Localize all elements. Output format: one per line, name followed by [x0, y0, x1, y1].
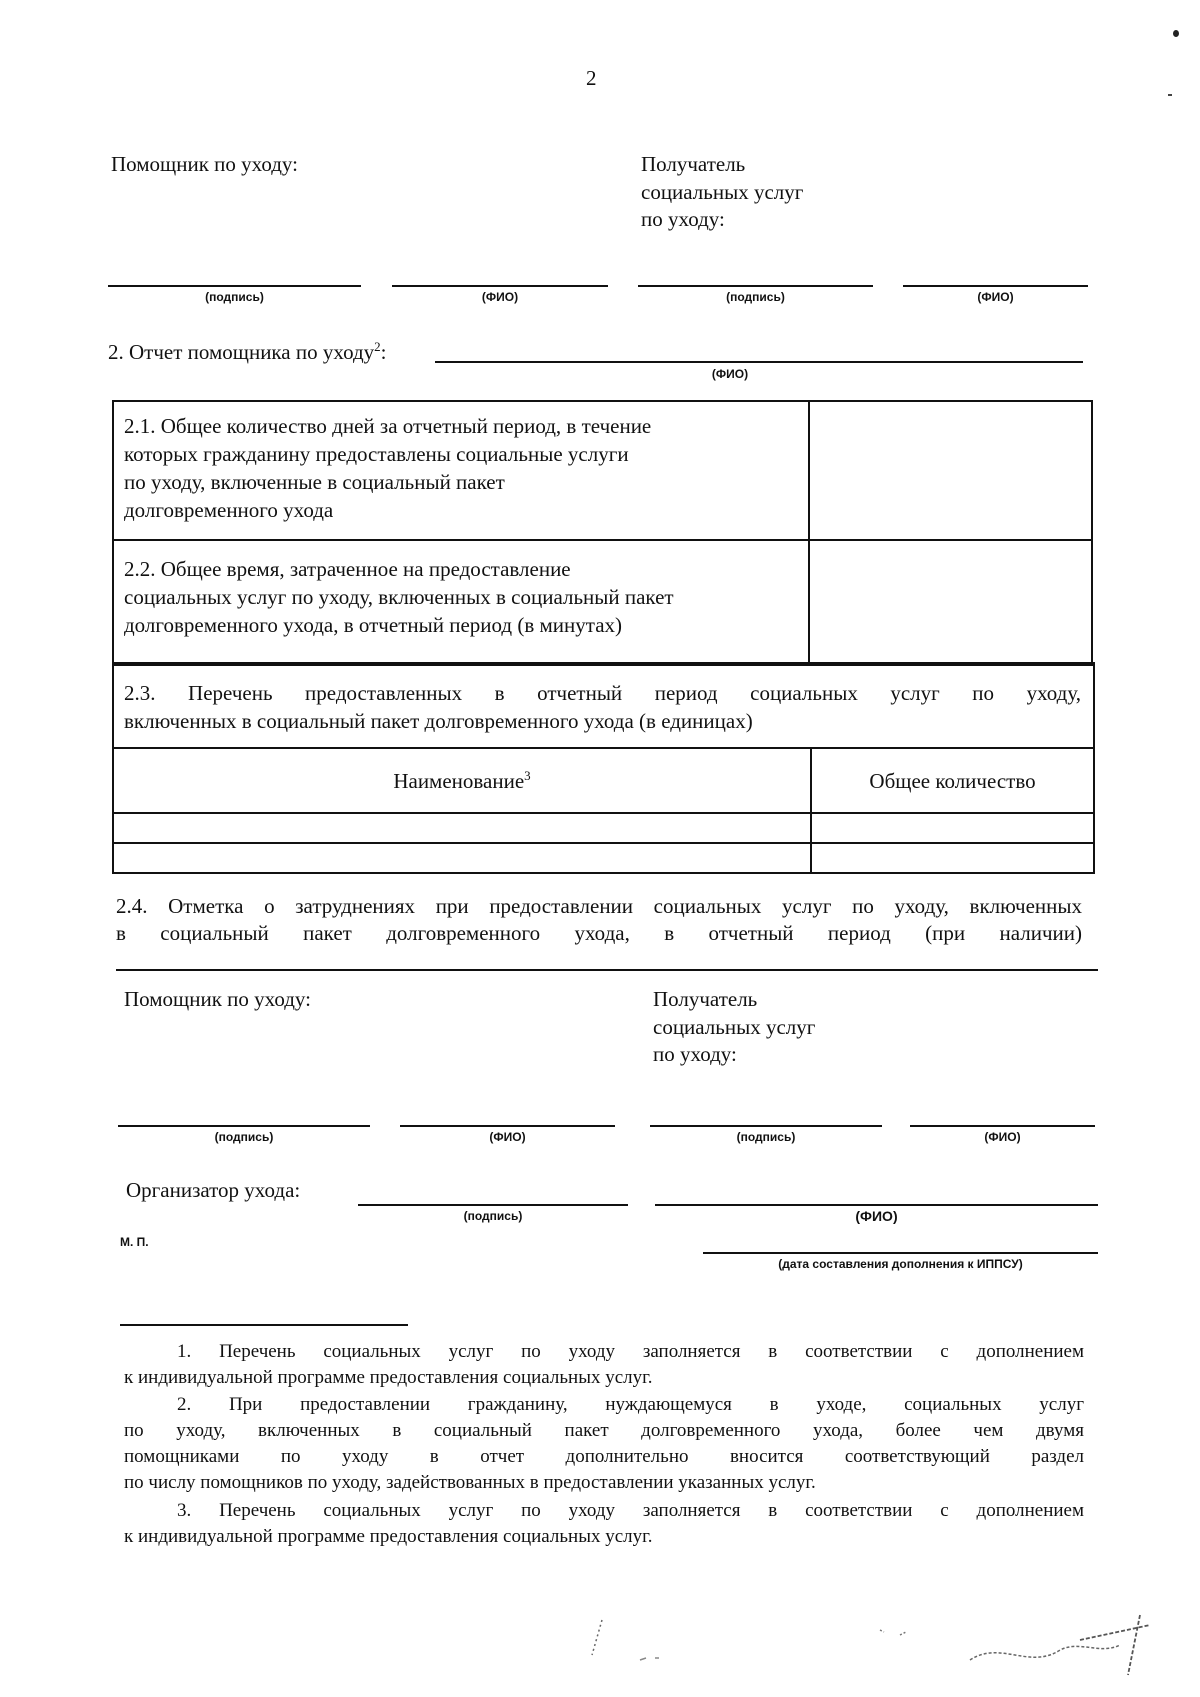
row-2-2-line: долговременного ухода, в отчетный период (в минутах)	[124, 613, 623, 637]
footnote-line: по числу помощников по уходу, задействованных в предоставлении указанных услуг.	[124, 1472, 816, 1493]
signature-line-recipient[interactable]	[650, 1125, 882, 1127]
section-2-title	[108, 338, 387, 366]
row-2-4-line: 2.4. Отметка о затруднениях при предоставлении социальных услуг по уходу, включенных	[116, 894, 1082, 918]
footnote-line: к индивидуальной программе предоставления социальных услуг.	[124, 1526, 653, 1547]
footnote-1	[124, 1339, 1084, 1391]
recipient-label-line2: социальных услуг	[641, 180, 804, 204]
caption-fio: (ФИО)	[711, 367, 749, 381]
signature-line-assistant[interactable]	[118, 1125, 370, 1127]
fio-line-assistant[interactable]	[392, 285, 608, 287]
fio-line-organizer[interactable]	[655, 1204, 1098, 1206]
caption-signature: (подпись)	[463, 1209, 523, 1223]
row-2-1-value-cell[interactable]	[809, 401, 1092, 540]
row-2-1-line: 2.1. Общее количество дней за отчетный период, в течение	[124, 414, 652, 438]
footnote-ref: 2	[374, 339, 381, 354]
column-header-name	[113, 748, 811, 813]
footnote-ref: 3	[524, 767, 531, 783]
assistant-label: Помощник по уходу:	[111, 152, 298, 176]
row-2-1-line: долговременного ухода	[124, 498, 334, 522]
row-2-3-line: 2.3. Перечень предоставленных в отчетный период социальных услуг по уходу,	[124, 681, 1082, 705]
services-table	[112, 662, 1095, 874]
section-2-title-colon: :	[380, 340, 387, 364]
report-table-totals	[112, 400, 1093, 666]
service-name-cell[interactable]	[113, 843, 811, 873]
recipient-label-line3: по уходу:	[641, 207, 725, 231]
row-2-4-line: в социальный пакет долговременного ухода, в отчетный период (при наличии)	[116, 921, 1082, 945]
row-2-1-label	[113, 401, 809, 540]
footnote-line: 1. Перечень социальных услуг по уходу заполняется в соответствии с дополнением	[177, 1341, 1084, 1362]
fio-line-recipient[interactable]	[903, 285, 1088, 287]
footnote-line: по уходу, включенных в социальный пакет долговременного ухода, более чем двумя	[124, 1420, 1084, 1441]
caption-signature: (подпись)	[726, 290, 785, 304]
stamp-place-label: М. П.	[120, 1235, 149, 1249]
row-2-3-label	[113, 663, 1094, 748]
recipient-label-line1: Получатель	[653, 987, 758, 1011]
date-caption: (дата составления дополнения к ИППСУ)	[778, 1257, 1023, 1271]
row-2-2-value-cell[interactable]	[809, 540, 1092, 665]
caption-fio: (ФИО)	[489, 1130, 526, 1144]
signature-line-organizer[interactable]	[358, 1204, 628, 1206]
service-quantity-cell[interactable]	[811, 813, 1094, 843]
row-2-2-label	[113, 540, 809, 665]
column-header-name-text: Наименование	[393, 768, 525, 793]
footnote-line: 3. Перечень социальных услуг по уходу заполняется в соответствии с дополнением	[177, 1500, 1084, 1521]
assistant-label: Помощник по уходу:	[124, 987, 311, 1011]
recipient-label-line2: социальных услуг	[653, 1015, 816, 1039]
recipient-label-line1: Получатель	[641, 152, 746, 176]
caption-fio: (ФИО)	[984, 1130, 1021, 1144]
signature-line-recipient[interactable]	[638, 285, 873, 287]
row-2-2-line: 2.2. Общее время, затраченное на предоставление	[124, 557, 571, 581]
row-2-2-line: социальных услуг по уходу, включенных в социальный пакет	[124, 585, 674, 609]
recipient-label-line3: по уходу:	[653, 1042, 737, 1066]
handwritten-scribble	[580, 1600, 1180, 1690]
fio-line-recipient[interactable]	[910, 1125, 1095, 1127]
caption-fio: (ФИО)	[855, 1208, 898, 1224]
caption-signature: (подпись)	[205, 290, 264, 304]
date-line[interactable]	[703, 1252, 1098, 1254]
service-quantity-cell[interactable]	[811, 843, 1094, 873]
scan-dot-mark	[1173, 30, 1179, 37]
footnote-line: к индивидуальной программе предоставления социальных услуг.	[124, 1367, 653, 1388]
organizer-label: Организатор ухода:	[126, 1178, 301, 1202]
assistant-fio-line[interactable]	[435, 361, 1083, 363]
row-2-1-line: которых гражданину предоставлены социальные услуги	[124, 442, 629, 466]
signature-line-assistant[interactable]	[108, 285, 361, 287]
page-number: 2	[586, 66, 597, 90]
footnote-separator	[120, 1324, 408, 1326]
caption-fio: (ФИО)	[977, 290, 1014, 304]
difficulties-line[interactable]	[116, 969, 1098, 971]
service-name-cell[interactable]	[113, 813, 811, 843]
section-2-title-text: 2. Отчет помощника по уходу	[108, 340, 375, 364]
footnote-2	[124, 1392, 1084, 1496]
caption-signature: (подпись)	[214, 1130, 274, 1144]
caption-signature: (подпись)	[736, 1130, 796, 1144]
footnote-line: помощниками по уходу в отчет дополнительно вносится соответствующий раздел	[124, 1446, 1084, 1467]
row-2-3-line: включенных в социальный пакет долговременного ухода (в единицах)	[124, 709, 753, 733]
footnote-line: 2. При предоставлении гражданину, нуждающемуся в уходе, социальных услуг	[177, 1394, 1084, 1415]
caption-fio: (ФИО)	[481, 290, 519, 304]
column-header-quantity: Общее количество	[811, 748, 1094, 813]
fio-line-assistant[interactable]	[400, 1125, 615, 1127]
footnote-3	[124, 1498, 1084, 1550]
row-2-1-line: по уходу, включенные в социальный пакет	[124, 470, 505, 494]
scan-dot-mark	[1168, 94, 1172, 96]
